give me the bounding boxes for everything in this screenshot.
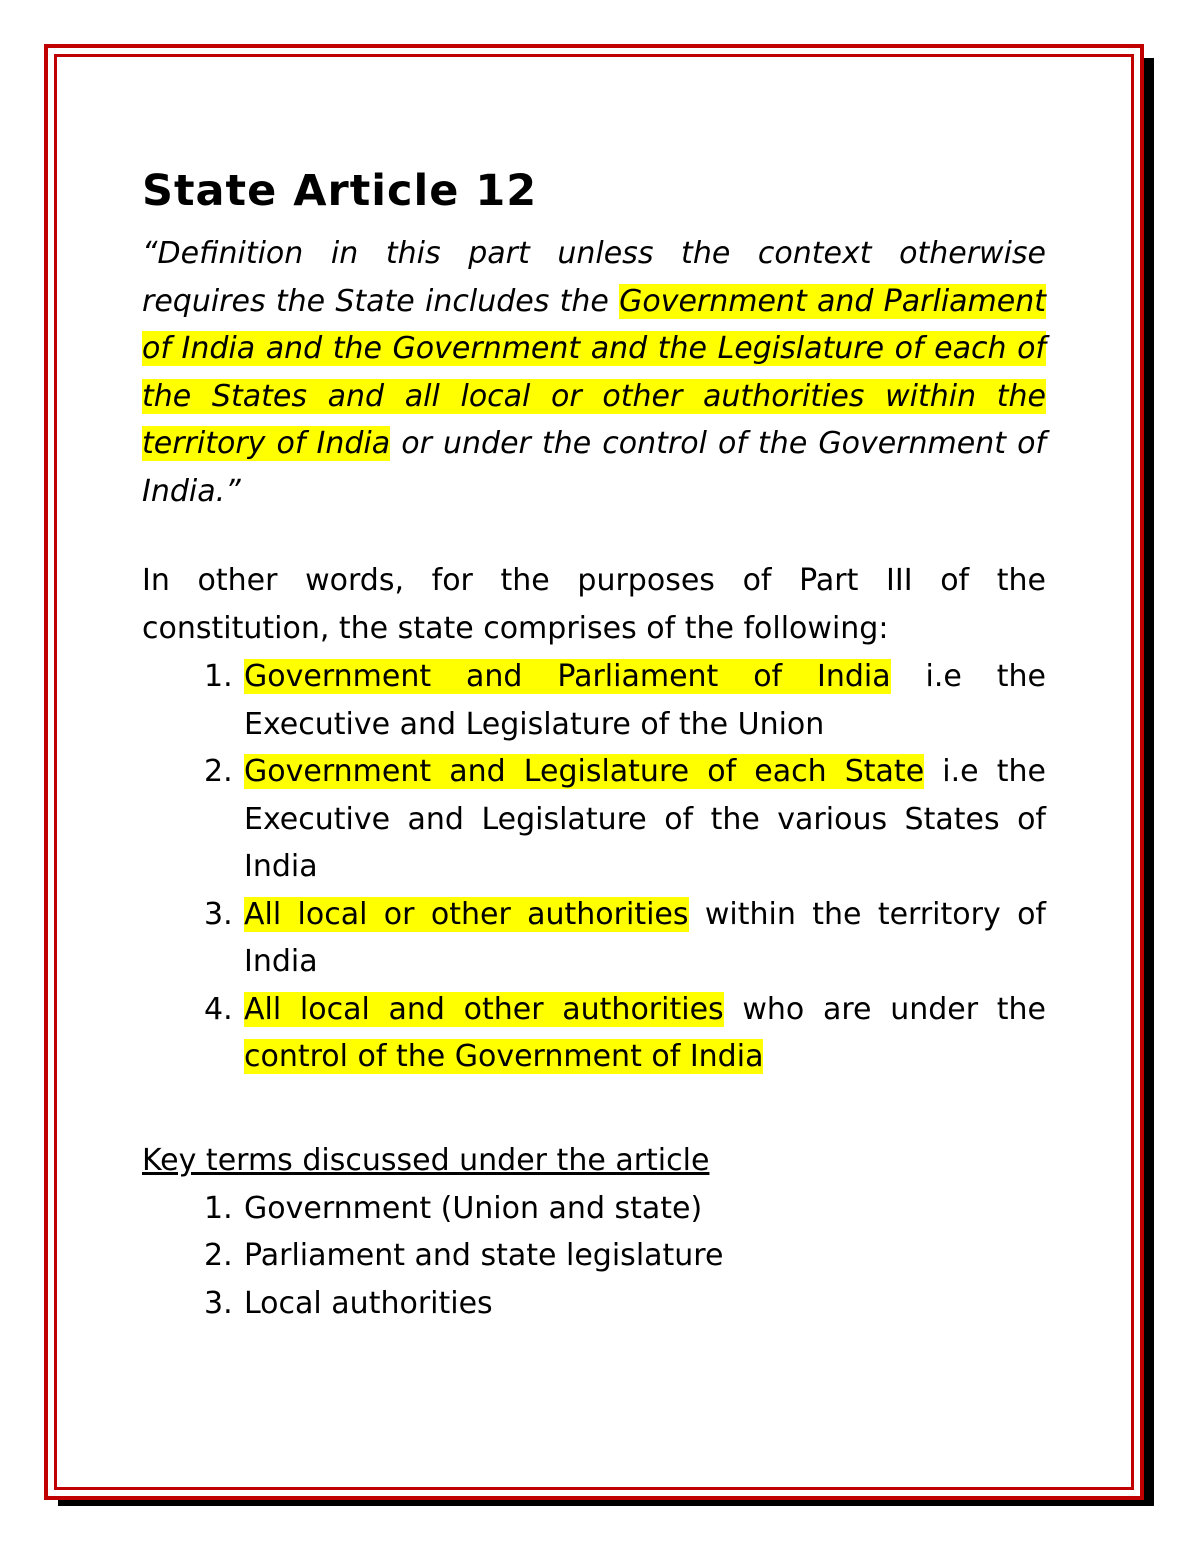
- list-item: [142, 986, 1046, 1081]
- list-number: 1.: [204, 1190, 233, 1226]
- key-terms-list: [142, 1185, 1046, 1328]
- list-number: 2.: [204, 1238, 233, 1273]
- list-item-text: i.e the Executive and Legislature of the various States of India: [244, 754, 1046, 884]
- list-item-highlight-2: control of the Government of India: [244, 1039, 764, 1074]
- key-term-text: Government (Union and state): [244, 1190, 703, 1226]
- list-number: 2.: [204, 754, 233, 789]
- key-term-text: Parliament and state legislature: [244, 1238, 724, 1273]
- list-number: 3.: [204, 1285, 233, 1321]
- list-item-highlight: All local and other authorities: [244, 991, 724, 1027]
- key-terms-heading: Key terms discussed under the article: [142, 1142, 710, 1178]
- list-item: [142, 1232, 1046, 1280]
- list-item: [142, 891, 1046, 986]
- definition-highlight: Government and Parliament of India and the Government and the Legislature of each of the States and all local or other authorities within the territory of India: [142, 283, 1047, 461]
- intro-paragraph: In other words, for the purposes of Part III of the constitution, the state comprises of the following:: [142, 563, 1046, 646]
- list-number: 1.: [204, 659, 233, 694]
- document-title: State Article 12: [142, 166, 538, 216]
- list-item-text: within the territory of India: [244, 896, 1046, 979]
- state-components-list: [142, 653, 1046, 1081]
- list-item: [142, 748, 1046, 891]
- list-item-text: i.e the Executive and Legislature of the Union: [244, 659, 1046, 742]
- list-item: [142, 653, 1046, 748]
- list-item-highlight: Government and Parliament of India: [244, 659, 891, 694]
- list-item-highlight: All local or other authorities: [244, 896, 689, 932]
- list-item: [142, 1185, 1046, 1233]
- list-number: 3.: [204, 896, 233, 932]
- document-body: [142, 160, 1046, 1327]
- list-item-highlight: Government and Legislature of each State: [244, 754, 925, 789]
- list-item: [142, 1280, 1046, 1328]
- definition-text-start: “Definition in this part unless the context otherwise requires the State includes the: [142, 236, 1046, 319]
- article-definition: [142, 230, 1046, 515]
- list-item-text: who are under the: [723, 991, 1046, 1027]
- key-term-text: Local authorities: [244, 1285, 493, 1321]
- list-number: 4.: [204, 991, 233, 1027]
- definition-text-end: or under the control of the Government of India.”: [142, 426, 1046, 509]
